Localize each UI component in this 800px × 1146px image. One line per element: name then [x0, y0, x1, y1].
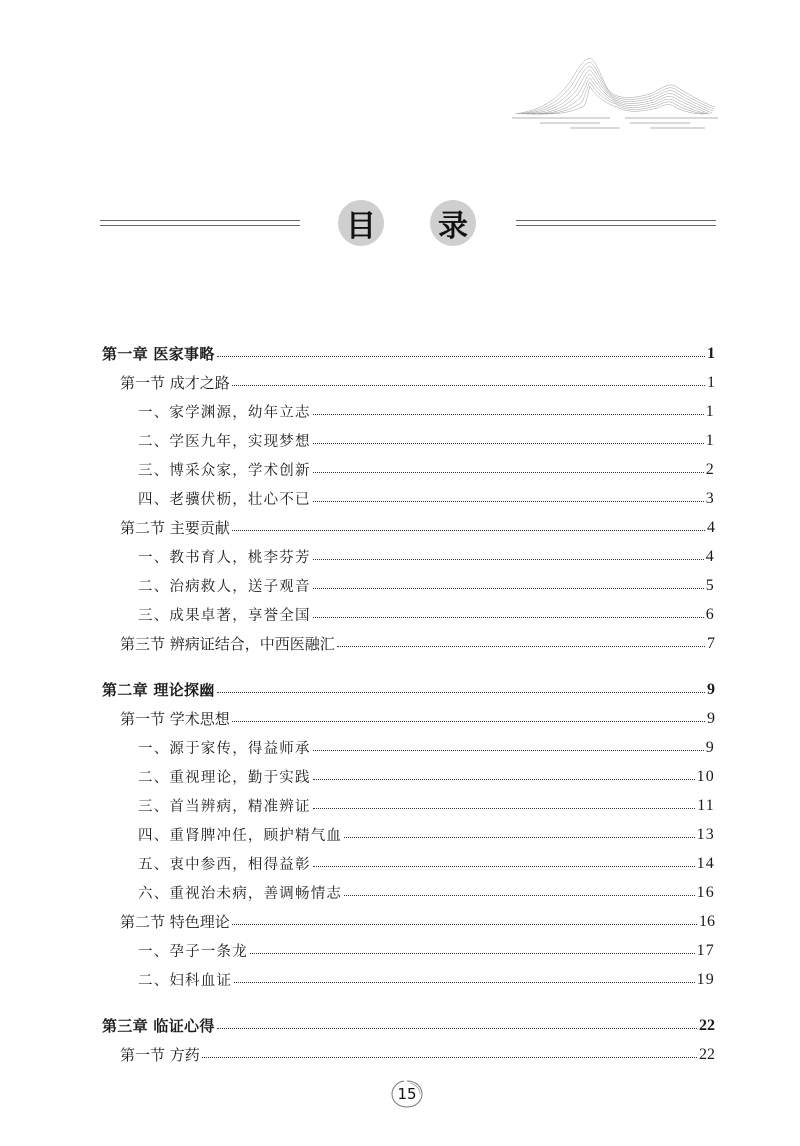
toc-entry-page: 1: [707, 373, 715, 391]
toc-entry-page: 9: [707, 680, 715, 698]
toc-entry-title: 第一节 学术思想: [120, 710, 230, 728]
dot-leader: [313, 750, 704, 751]
toc-section-entry[interactable]: [102, 1040, 715, 1069]
toc-entry-title: 四、重肾脾冲任，顾护精气血: [138, 828, 343, 844]
toc-entry-title: 一、教书育人，桃李芬芳: [138, 550, 311, 566]
toc-entry-title: 三、首当辨病，精准辨证: [138, 799, 311, 815]
dot-leader: [344, 837, 694, 838]
toc-entry-title: 四、老骥伏枥，壮心不已: [138, 492, 311, 508]
toc-section-entry[interactable]: [102, 907, 715, 936]
dot-leader: [202, 1057, 697, 1058]
toc-entry-title: 三、成果卓著，享誉全国: [138, 608, 311, 624]
toc-entry-page: 16: [696, 883, 715, 901]
toc-entry-page: 1: [707, 344, 715, 362]
chapter-spacer: [102, 994, 715, 1011]
toc-entry-page: 7: [707, 634, 715, 652]
toc-entry-page: 5: [705, 576, 715, 594]
dot-leader: [313, 472, 704, 473]
dot-leader: [232, 721, 705, 722]
toc-entry-page: 19: [696, 970, 715, 988]
toc-subsection-entry[interactable]: [102, 600, 715, 629]
toc-entry-page: 2: [705, 460, 715, 478]
dot-leader: [313, 617, 704, 618]
toc-entry-page: 17: [696, 941, 715, 959]
toc-entry-title: 一、源于家传，得益师承: [138, 741, 311, 757]
toc-entry-title: 第一节 方药: [120, 1046, 200, 1064]
toc-subsection-entry[interactable]: [102, 849, 715, 878]
dot-leader: [234, 982, 694, 983]
heading-rule-right: [516, 220, 716, 227]
toc-entry-page: 3: [705, 489, 715, 507]
table-of-contents: [102, 339, 715, 1069]
toc-chapter-entry[interactable]: [102, 675, 715, 704]
toc-entry-page: 10: [696, 767, 715, 785]
toc-entry-page: 9: [705, 738, 715, 756]
toc-section-entry[interactable]: [102, 629, 715, 658]
dot-leader: [313, 501, 704, 502]
toc-entry-title: 第一节 成才之路: [120, 374, 230, 392]
toc-subsection-entry[interactable]: [102, 820, 715, 849]
toc-entry-page: 11: [697, 796, 715, 814]
toc-entry-title: 一、孕子一条龙: [138, 944, 248, 960]
toc-chapter-entry[interactable]: [102, 1011, 715, 1040]
toc-chapter-entry[interactable]: [102, 339, 715, 368]
dot-leader: [337, 646, 705, 647]
toc-entry-title: 第三章 临证心得: [102, 1017, 215, 1035]
toc-section-entry[interactable]: [102, 368, 715, 397]
dot-leader: [217, 356, 705, 357]
dot-leader: [313, 808, 695, 809]
toc-entry-page: 9: [707, 709, 715, 727]
dot-leader: [344, 895, 694, 896]
toc-subsection-entry[interactable]: [102, 426, 715, 455]
toc-entry-page: 22: [699, 1045, 715, 1063]
chapter-spacer: [102, 658, 715, 675]
toc-subsection-entry[interactable]: [102, 965, 715, 994]
dot-leader: [313, 443, 704, 444]
toc-section-entry[interactable]: [102, 513, 715, 542]
dot-leader: [313, 414, 704, 415]
dot-leader: [232, 924, 697, 925]
toc-subsection-entry[interactable]: [102, 571, 715, 600]
dot-leader: [313, 866, 695, 867]
toc-entry-title: 二、重视理论，勤于实践: [138, 770, 311, 786]
toc-subsection-entry[interactable]: [102, 397, 715, 426]
toc-entry-page: 1: [705, 431, 715, 449]
dot-leader: [250, 953, 695, 954]
toc-entry-title: 五、衷中参西，相得益彰: [138, 857, 311, 873]
toc-subsection-entry[interactable]: [102, 878, 715, 907]
toc-subsection-entry[interactable]: [102, 936, 715, 965]
toc-entry-title: 二、治病救人，送子观音: [138, 579, 311, 595]
toc-entry-page: 14: [696, 854, 715, 872]
toc-subsection-entry[interactable]: [102, 762, 715, 791]
toc-subsection-entry[interactable]: [102, 733, 715, 762]
heading-rule-left: [100, 220, 300, 227]
dot-leader: [313, 559, 704, 560]
toc-entry-title: 六、重视治未病，善调畅情志: [138, 886, 343, 902]
toc-heading: [100, 198, 716, 254]
mountain-decoration: [510, 52, 720, 142]
dot-leader: [232, 530, 705, 531]
toc-entry-title: 二、学医九年，实现梦想: [138, 434, 311, 450]
toc-entry-title: 第二节 特色理论: [120, 913, 230, 931]
toc-entry-title: 第二章 理论探幽: [102, 681, 215, 699]
dot-leader: [217, 1028, 697, 1029]
toc-entry-page: 4: [707, 518, 715, 536]
dot-leader: [313, 588, 704, 589]
dot-leader: [313, 779, 695, 780]
toc-entry-title: 第三节 辨病证结合，中西医融汇: [120, 635, 335, 653]
heading-char-2: 录: [430, 200, 476, 246]
toc-entry-title: 第一章 医家事略: [102, 345, 215, 363]
toc-entry-page: 22: [699, 1016, 715, 1034]
toc-entry-page: 13: [696, 825, 715, 843]
toc-entry-title: 三、博采众家，学术创新: [138, 463, 311, 479]
toc-entry-title: 二、妇科血证: [138, 973, 233, 989]
toc-subsection-entry[interactable]: [102, 484, 715, 513]
dot-leader: [217, 692, 705, 693]
heading-char-1: 目: [338, 200, 384, 246]
toc-entry-title: 第二节 主要贡献: [120, 519, 230, 537]
toc-entry-page: 6: [705, 605, 715, 623]
toc-section-entry[interactable]: [102, 704, 715, 733]
toc-entry-page: 16: [699, 912, 715, 930]
toc-subsection-entry[interactable]: [102, 455, 715, 484]
toc-subsection-entry[interactable]: [102, 791, 715, 820]
toc-entry-page: 4: [705, 547, 715, 565]
toc-entry-title: 一、家学渊源，幼年立志: [138, 405, 311, 421]
toc-subsection-entry[interactable]: [102, 542, 715, 571]
dot-leader: [232, 385, 705, 386]
page-number: 15: [390, 1079, 424, 1109]
toc-entry-page: 1: [705, 402, 715, 420]
